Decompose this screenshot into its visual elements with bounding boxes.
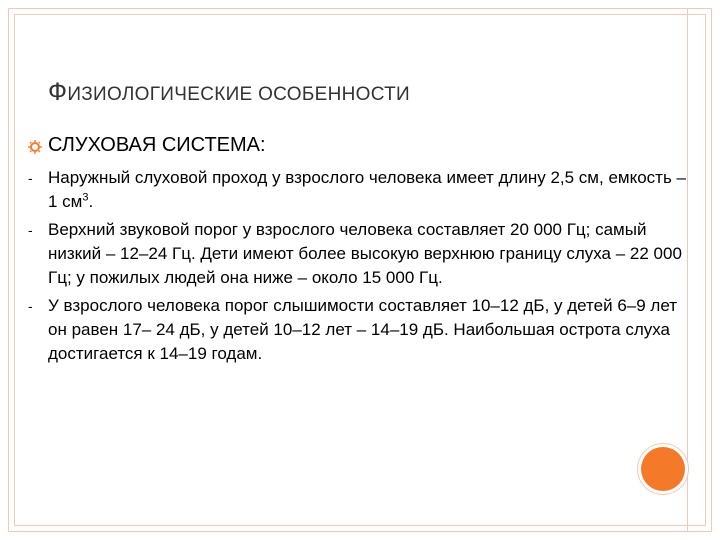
list-item-text: Верхний звуковой порог у взрослого человека составляет 20 000 Гц; самый низкий – 12–24 Гц. Дети имеют более высокую верхнюю границу слуха – 22 000 Гц; у пожилых людей она ниже – около 15 000 Гц. xyxy=(48,220,682,287)
list-item-text: У взрослого человека порог слышимости составляет 10–12 дБ, у детей 6–9 лет он равен 17– 24 дБ, у детей 10–12 лет – 14–19 дБ. Наибольшая острота слуха достигается к 14–19 годам. xyxy=(48,296,678,363)
dash-marker: - xyxy=(28,170,33,186)
slide-title-rest: ИЗИОЛОГИЧЕСКИЕ ОСОБЕННОСТИ xyxy=(67,84,410,105)
slide-title xyxy=(48,78,410,107)
list-item-body: Наружный слуховой проход у взрослого человека имеет длину 2,5 см, емкость – 1 см xyxy=(48,168,686,211)
list-item xyxy=(28,166,688,214)
decorative-orange-circle xyxy=(641,447,685,491)
list-item xyxy=(28,218,688,290)
section-heading: СЛУХОВАЯ СИСТЕМА: xyxy=(48,134,266,156)
sun-ring-icon xyxy=(28,140,42,154)
dash-marker: - xyxy=(28,298,33,314)
list-item-suffix: . xyxy=(88,192,94,211)
slide-title-initial: Ф xyxy=(48,78,68,106)
dash-marker: - xyxy=(28,222,33,238)
superscript: 3 xyxy=(82,191,89,204)
list-item xyxy=(28,294,688,366)
list-item-text xyxy=(48,166,688,214)
bullet-list xyxy=(28,166,688,370)
